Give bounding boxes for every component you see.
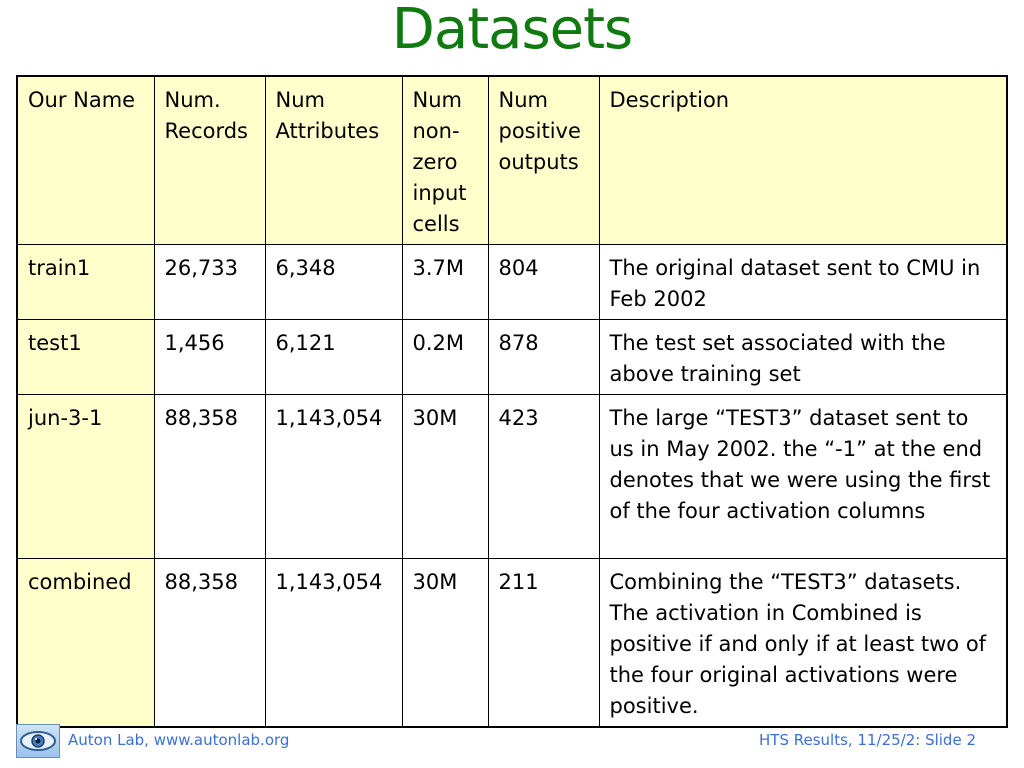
cell-nonzero-cells: 0.2M <box>402 320 488 395</box>
table-row <box>17 395 1007 559</box>
cell-description: The test set associated with the above training set <box>599 320 1007 395</box>
header-num-nonzero-cells: Num non-zero input cells <box>402 76 488 245</box>
cell-nonzero-cells: 30M <box>402 395 488 559</box>
cell-records: 88,358 <box>154 395 265 559</box>
cell-description: The original dataset sent to CMU in Feb 2002 <box>599 245 1007 320</box>
cell-records: 1,456 <box>154 320 265 395</box>
cell-nonzero-cells: 3.7M <box>402 245 488 320</box>
table-row <box>17 559 1007 728</box>
cell-description: Combining the “TEST3” datasets. The activation in Combined is positive if and only if at least two of the four original activations were positive. <box>599 559 1007 728</box>
header-description: Description <box>599 76 1007 245</box>
header-num-records: Num. Records <box>154 76 265 245</box>
datasets-table <box>16 75 1008 728</box>
cell-name: test1 <box>17 320 154 395</box>
cell-nonzero-cells: 30M <box>402 559 488 728</box>
cell-positive-outputs: 211 <box>488 559 599 728</box>
cell-positive-outputs: 423 <box>488 395 599 559</box>
eye-icon <box>16 724 60 758</box>
cell-positive-outputs: 804 <box>488 245 599 320</box>
cell-name: combined <box>17 559 154 728</box>
cell-attributes: 6,121 <box>265 320 402 395</box>
table-row <box>17 320 1007 395</box>
slide-title: Datasets <box>391 0 633 62</box>
table-header-row <box>17 76 1007 245</box>
cell-attributes: 1,143,054 <box>265 395 402 559</box>
cell-name: train1 <box>17 245 154 320</box>
header-our-name: Our Name <box>17 76 154 245</box>
cell-records: 88,358 <box>154 559 265 728</box>
cell-attributes: 6,348 <box>265 245 402 320</box>
cell-description: The large “TEST3” dataset sent to us in May 2002. the “-1” at the end denotes that we were using the first of the four activation columns <box>599 395 1007 559</box>
footer-left-text: Auton Lab, www.autonlab.org <box>68 731 290 749</box>
cell-records: 26,733 <box>154 245 265 320</box>
header-num-positive-outputs: Num positive outputs <box>488 76 599 245</box>
header-num-attributes: Num Attributes <box>265 76 402 245</box>
cell-positive-outputs: 878 <box>488 320 599 395</box>
cell-attributes: 1,143,054 <box>265 559 402 728</box>
table-row <box>17 245 1007 320</box>
footer-right-text: HTS Results, 11/25/2: Slide 2 <box>759 731 976 749</box>
cell-name: jun-3-1 <box>17 395 154 559</box>
